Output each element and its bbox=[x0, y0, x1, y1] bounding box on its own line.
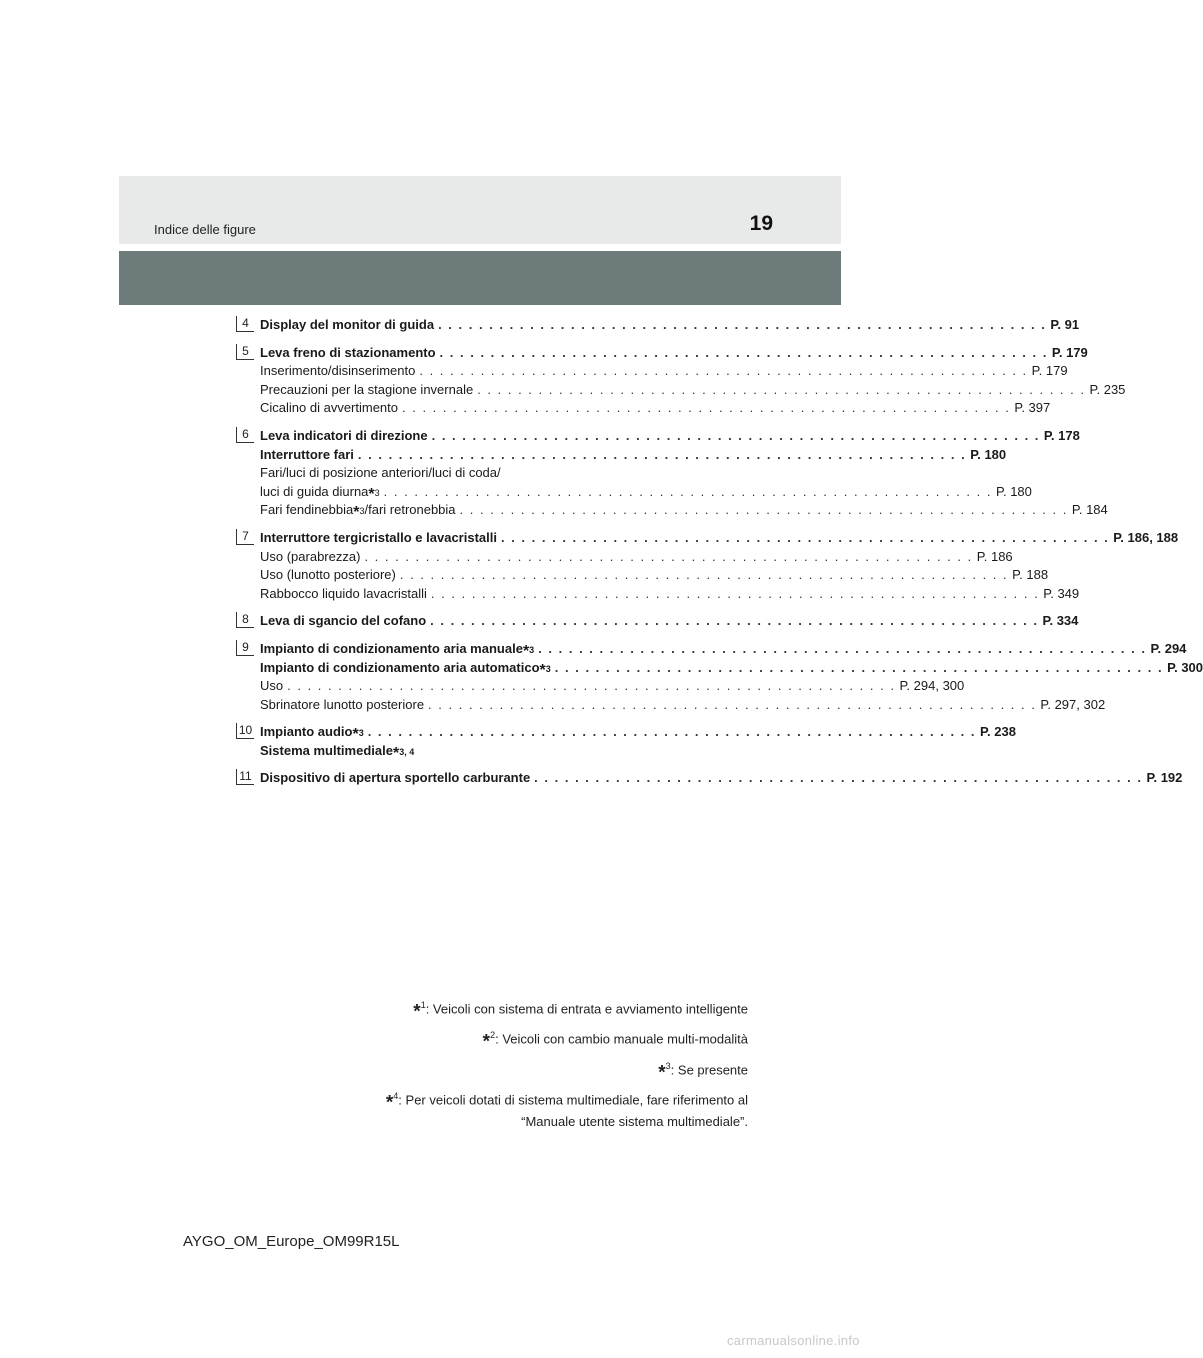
asterisk-mark: * bbox=[385, 1092, 394, 1114]
entry-number-marker: 7 bbox=[236, 529, 254, 545]
dot-leader: . . . . . . . . . . . . . . . . . . . . . . . . . . . . . . . . . . . . . . . . . . . . . . . . . . . . . . . . . . . . bbox=[477, 381, 1086, 397]
dot-leader: . . . . . . . . . . . . . . . . . . . . . . . . . . . . . . . . . . . . . . . . . . . . . . . . . . . . . . . . . . . . bbox=[554, 659, 1164, 675]
dot-leader: . . . . . . . . . . . . . . . . . . . . . . . . . . . . . . . . . . . . . . . . . . . . . . . . . . . . . . . . . . . . bbox=[430, 585, 1040, 601]
entry-number-marker: 10 bbox=[236, 723, 254, 739]
index-heading-line bbox=[260, 446, 1007, 465]
dot-leader: . . . . . . . . . . . . . . . . . . . . . . . . . . . . . . . . . . . . . . . . . . . . . . . . . . . . . . . . . . . . bbox=[430, 613, 1039, 629]
footnote-text: : Per veicoli dotati di sistema multimediale, fare riferimento al bbox=[398, 1092, 748, 1108]
page-reference: P. 184 bbox=[1071, 502, 1108, 518]
entry-number-marker: 5 bbox=[236, 344, 254, 360]
index-sub-line bbox=[260, 362, 1068, 381]
index-sub-line bbox=[260, 399, 1051, 418]
index-heading-line bbox=[260, 769, 1183, 788]
index-entry bbox=[236, 639, 1203, 714]
entry-label: Interruttore tergicristallo e lavacristalli bbox=[260, 529, 497, 545]
entry-label: Uso (parabrezza) bbox=[260, 548, 361, 564]
index-sub-line bbox=[260, 548, 1013, 567]
entry-label: Precauzioni per la stagione invernale bbox=[260, 381, 474, 397]
index-heading-line bbox=[260, 742, 722, 761]
entry-number-marker: 9 bbox=[236, 640, 254, 656]
entry-number-marker: 8 bbox=[236, 612, 254, 628]
index-entry bbox=[236, 426, 1108, 522]
index-heading-line bbox=[260, 344, 1088, 363]
index-entry bbox=[236, 723, 1016, 762]
footnote-number: 3 bbox=[665, 1060, 671, 1071]
dot-leader: . . . . . . . . . . . . . . . . . . . . . . . . . . . . . . . . . . . . . . . . . . . . . . . . . . . . . . . . . . . . bbox=[399, 567, 1009, 583]
page-reference: P. 294 bbox=[1150, 640, 1187, 656]
dot-leader: . . . . . . . . . . . . . . . . . . . . . . . . . . . . . . . . . . . . . . . . . . . . . . . . . . . . . . . . . . . . bbox=[438, 317, 1047, 332]
entry-number-marker: 4 bbox=[236, 316, 254, 332]
dot-leader: . . . . . . . . . . . . . . . . . . . . . . . . . . . . . . . . . . . . . . . . . . . . . . . . . . . . . . . . . . . . bbox=[439, 344, 1048, 360]
watermark: carmanualsonline.info bbox=[727, 1333, 860, 1348]
entry-label: Impianto audio bbox=[260, 724, 353, 740]
entry-label: Uso (lunotto posteriore) bbox=[260, 567, 396, 583]
dot-leader: . . . . . . . . . . . . . . . . . . . . . . . . . . . . . . . . . . . . . . . . . . . . . . . . . . . . . . . . . . . . bbox=[367, 724, 977, 740]
asterisk-mark: * bbox=[413, 1001, 421, 1023]
entry-label: Inserimento/disinserimento bbox=[260, 363, 416, 379]
entry-label: Leva indicatori di direzione bbox=[260, 427, 428, 443]
index-sub-line bbox=[260, 501, 1108, 522]
footnote-number: 4 bbox=[393, 1090, 399, 1101]
dot-leader: . . . . . . . . . . . . . . . . . . . . . . . . . . . . . . . . . . . . . . . . . . . . . . . . . . . . . . . . . . . . bbox=[534, 770, 1143, 786]
page-reference: P. 238 bbox=[980, 724, 1016, 740]
index-entry bbox=[236, 769, 1183, 788]
page-reference: P. 186, 188 bbox=[1113, 529, 1179, 545]
entry-label: Impianto di condizionamento aria automatico bbox=[260, 659, 540, 675]
page-reference: P. 235 bbox=[1089, 381, 1126, 397]
entry-label: Fari/luci di posizione anteriori/luci di coda/ bbox=[260, 465, 501, 481]
footnotes bbox=[300, 996, 748, 1131]
page-reference: P. 188 bbox=[1012, 567, 1049, 583]
dot-leader: . . . . . . . . . . . . . . . . . . . . . . . . . . . . . . . . . . . . . . . . . . . . . . . . . . . . . . . . . . . . bbox=[459, 502, 1068, 518]
entry-label: Impianto di condizionamento aria manuale bbox=[260, 640, 523, 656]
footnote bbox=[300, 1026, 748, 1051]
index-heading-line bbox=[260, 659, 1203, 679]
footnote-number: 2 bbox=[490, 1030, 496, 1041]
page-reference: P. 180 bbox=[970, 446, 1007, 462]
index-entry bbox=[236, 343, 1126, 418]
entry-label: Leva freno di stazionamento bbox=[260, 344, 436, 360]
footnote bbox=[300, 1057, 748, 1082]
dot-leader: . . . . . . . . . . . . . . . . . . . . . . . . . . . . . . . . . . . . . . . . . . . . . . . . . . . . . . . . . . . . bbox=[357, 446, 967, 462]
entry-label: Rabbocco liquido lavacristalli bbox=[260, 585, 427, 601]
footnote-reference: *3 bbox=[353, 504, 365, 522]
index-heading-line bbox=[260, 723, 1016, 744]
entry-label: Display del monitor di guida bbox=[260, 317, 435, 332]
entry-label: Interruttore fari bbox=[260, 446, 354, 462]
page-reference: P. 179 bbox=[1031, 363, 1068, 379]
footnote-text: : Veicoli con cambio manuale multi-modalità bbox=[495, 1031, 748, 1047]
index-heading-line bbox=[260, 612, 1079, 631]
footnote bbox=[300, 996, 748, 1021]
entry-label: Fari fendinebbia bbox=[260, 502, 354, 518]
page-reference: P. 349 bbox=[1043, 585, 1080, 601]
index-sub-line bbox=[260, 566, 1049, 585]
index-heading-line bbox=[260, 427, 1080, 446]
page-reference: P. 180 bbox=[995, 483, 1032, 499]
entry-number-marker: 11 bbox=[236, 769, 254, 785]
index-sub-line bbox=[260, 696, 1106, 715]
index-entry bbox=[236, 316, 1080, 335]
dot-leader: . . . . . . . . . . . . . . . . . . . . . . . . . . . . . . . . . . . . . . . . . . . . . . . . . . . . . . . . . . . . bbox=[538, 640, 1147, 656]
index-heading-line bbox=[260, 316, 1080, 335]
index-entry bbox=[236, 528, 1179, 603]
footnote bbox=[300, 1087, 748, 1112]
index-sub-line bbox=[260, 483, 1032, 503]
dot-leader: . . . . . . . . . . . . . . . . . . . . . . . . . . . . . . . . . . . . . . . . . . . . . . . . . . . . . . . . . . . . bbox=[428, 696, 1037, 712]
dot-leader: . . . . . . . . . . . . . . . . . . . . . . . . . . . . . . . . . . . . . . . . . . . . . . . . . . . . . . . . . . . . bbox=[431, 427, 1040, 443]
dot-leader: . . . . . . . . . . . . . . . . . . . . . . . . . . . . . . . . . . . . . . . . . . . . . . . . . . . . . . . . . . . . bbox=[287, 678, 896, 694]
dot-leader: . . . . . . . . . . . . . . . . . . . . . . . . . . . . . . . . . . . . . . . . . . . . . . . . . . . . . . . . . . . . bbox=[500, 529, 1110, 545]
page-reference: P. 397 bbox=[1014, 400, 1051, 416]
index-sub-line bbox=[260, 464, 722, 483]
footnote-reference: *3 bbox=[368, 485, 380, 503]
footnote-text: : Se presente bbox=[670, 1061, 748, 1077]
dot-leader: . . . . . . . . . . . . . . . . . . . . . . . . . . . . . . . . . . . . . . . . . . . . . . . . . . . . . . . . . . . . bbox=[419, 363, 1028, 379]
page-reference: P. 300 bbox=[1167, 659, 1203, 675]
index-heading-line bbox=[260, 640, 1187, 660]
index-sub-line bbox=[260, 677, 965, 696]
index-sub-line bbox=[260, 585, 1080, 604]
footnote-number: 1 bbox=[420, 1000, 426, 1010]
entry-label-continuation: /fari retronebbia bbox=[364, 502, 456, 518]
page-reference: P. 334 bbox=[1042, 613, 1079, 629]
page-number: 19 bbox=[749, 212, 773, 235]
entry-label: Leva di sgancio del cofano bbox=[260, 613, 427, 629]
entry-label: Uso bbox=[260, 678, 284, 694]
entry-label: Sbrinatore lunotto posteriore bbox=[260, 696, 425, 712]
entry-label: luci di guida diurna bbox=[260, 483, 369, 499]
page-reference: P. 91 bbox=[1050, 317, 1080, 332]
section-title: Indice delle figure bbox=[154, 222, 256, 237]
entry-label: Cicalino di avvertimento bbox=[260, 400, 399, 416]
index-entry bbox=[236, 612, 1079, 631]
header-band bbox=[119, 251, 841, 305]
footnote-reference: *3, 4 bbox=[392, 744, 415, 762]
entry-label: Dispositivo di apertura sportello carburante bbox=[260, 770, 531, 786]
footnote-text: : Veicoli con sistema di entrata e avviamento intelligente bbox=[425, 1001, 748, 1017]
page-reference: P. 297, 302 bbox=[1040, 696, 1106, 712]
dot-leader: . . . . . . . . . . . . . . . . . . . . . . . . . . . . . . . . . . . . . . . . . . . . . . . . . . . . . . . . . . . . bbox=[364, 548, 973, 564]
page-reference: P. 178 bbox=[1043, 427, 1080, 443]
footnote-reference: *3 bbox=[539, 661, 551, 679]
manual-code: AYGO_OM_Europe_OM99R15L bbox=[183, 1233, 400, 1250]
dot-leader: . . . . . . . . . . . . . . . . . . . . . . . . . . . . . . . . . . . . . . . . . . . . . . . . . . . . . . . . . . . . bbox=[383, 483, 992, 499]
footnote-reference: *3 bbox=[522, 642, 535, 660]
page-reference: P. 294, 300 bbox=[899, 678, 965, 694]
index-heading-line bbox=[260, 529, 1179, 548]
page-reference: P. 179 bbox=[1051, 344, 1088, 360]
page-reference: P. 186 bbox=[976, 548, 1013, 564]
figure-index-list bbox=[236, 316, 1203, 788]
asterisk-mark: * bbox=[482, 1031, 491, 1053]
footnote-text-continuation: “Manuale utente sistema multimediale”. bbox=[521, 1114, 748, 1130]
index-sub-line bbox=[260, 381, 1126, 400]
dot-leader: . . . . . . . . . . . . . . . . . . . . . . . . . . . . . . . . . . . . . . . . . . . . . . . . . . . . . . . . . . . . bbox=[402, 400, 1011, 416]
page-reference: P. 192 bbox=[1146, 770, 1183, 786]
entry-number-marker: 6 bbox=[236, 427, 254, 443]
entry-label: Sistema multimediale bbox=[260, 742, 393, 758]
asterisk-mark: * bbox=[658, 1061, 666, 1083]
footnote-reference: *3 bbox=[352, 726, 364, 744]
